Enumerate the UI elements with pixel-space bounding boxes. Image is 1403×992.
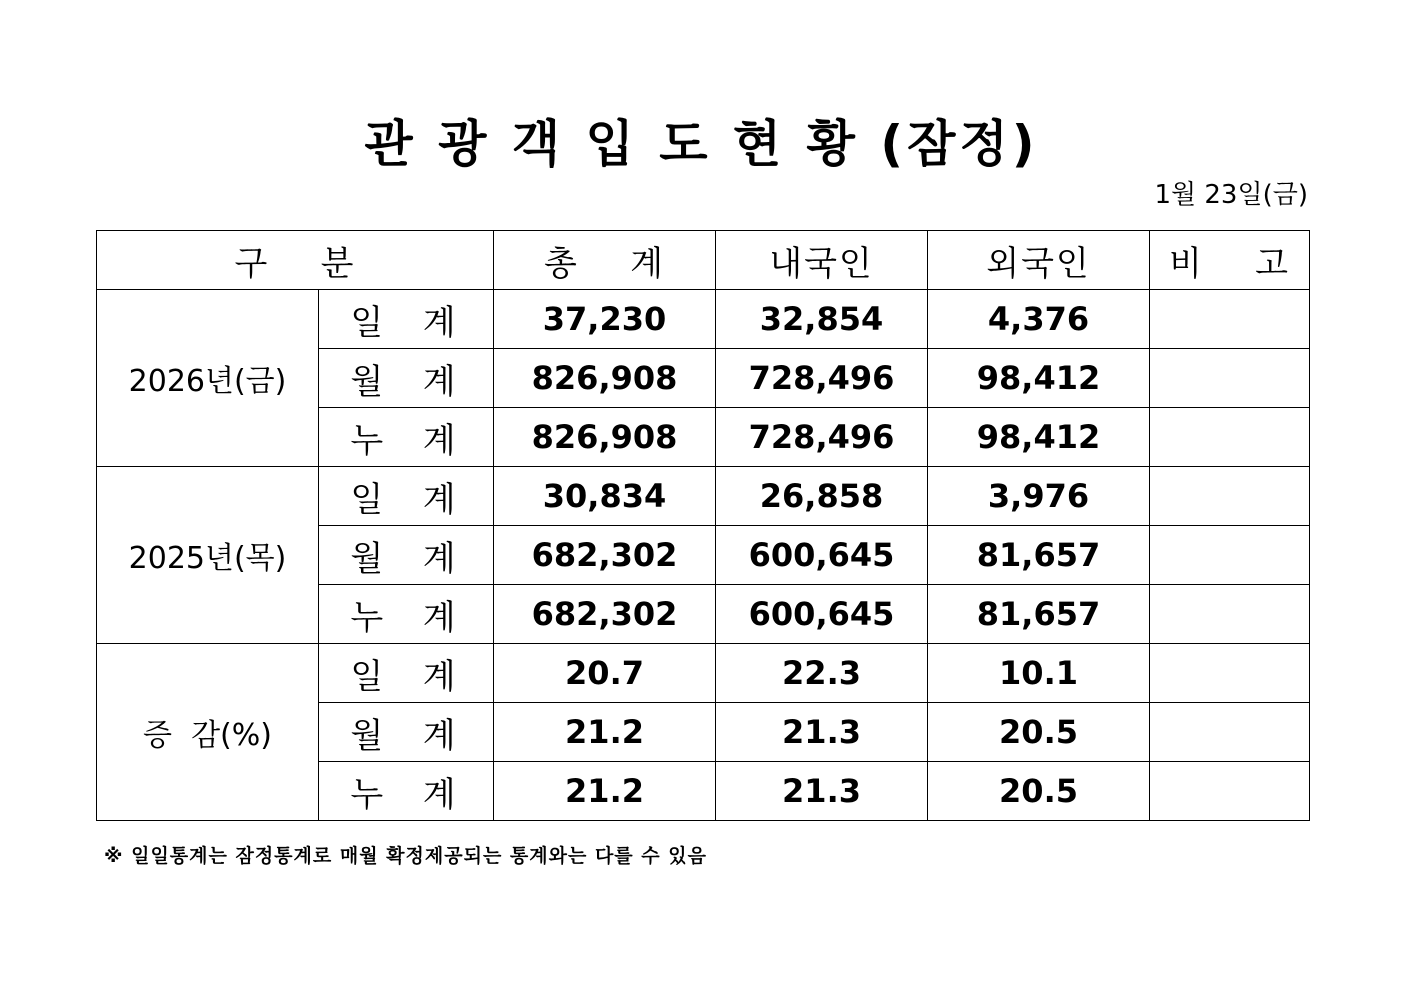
cell-remarks (1150, 526, 1310, 585)
cell-total: 826,908 (494, 349, 716, 408)
header-total: 총 계 (494, 231, 716, 290)
tourist-arrivals-table (96, 230, 1310, 821)
cell-remarks (1150, 408, 1310, 467)
cell-domestic: 600,645 (716, 585, 928, 644)
cell-remarks (1150, 290, 1310, 349)
cell-total: 37,230 (494, 290, 716, 349)
row-label: 월 계 (319, 703, 494, 762)
row-label: 일 계 (319, 467, 494, 526)
report-date: 1월 23일(금) (1154, 180, 1308, 210)
cell-domestic: 728,496 (716, 408, 928, 467)
row-label: 월 계 (319, 349, 494, 408)
header-category: 구 분 (97, 231, 494, 290)
group-label-change: 증 감(%) (97, 644, 319, 821)
cell-foreign: 81,657 (928, 585, 1150, 644)
cell-domestic: 22.3 (716, 644, 928, 703)
row-label: 누 계 (319, 762, 494, 821)
cell-remarks (1150, 644, 1310, 703)
header-remarks: 비 고 (1150, 231, 1310, 290)
cell-foreign: 20.5 (928, 762, 1150, 821)
cell-domestic: 21.3 (716, 703, 928, 762)
row-label: 누 계 (319, 408, 494, 467)
row-label: 일 계 (319, 290, 494, 349)
cell-total: 21.2 (494, 703, 716, 762)
cell-foreign: 3,976 (928, 467, 1150, 526)
cell-foreign: 98,412 (928, 408, 1150, 467)
cell-domestic: 21.3 (716, 762, 928, 821)
header-domestic: 내국인 (716, 231, 928, 290)
cell-domestic: 728,496 (716, 349, 928, 408)
cell-total: 21.2 (494, 762, 716, 821)
table-header-row (97, 231, 1310, 290)
cell-remarks (1150, 349, 1310, 408)
cell-remarks (1150, 762, 1310, 821)
cell-total: 30,834 (494, 467, 716, 526)
cell-foreign: 20.5 (928, 703, 1150, 762)
page-title: 관 광 객 입 도 현 황 (잠정) (364, 115, 1039, 173)
row-label: 월 계 (319, 526, 494, 585)
table-row (97, 644, 1310, 703)
table-row (97, 467, 1310, 526)
cell-foreign: 4,376 (928, 290, 1150, 349)
cell-remarks (1150, 467, 1310, 526)
cell-domestic: 26,858 (716, 467, 928, 526)
cell-remarks (1150, 703, 1310, 762)
row-label: 일 계 (319, 644, 494, 703)
cell-total: 682,302 (494, 585, 716, 644)
cell-foreign: 81,657 (928, 526, 1150, 585)
row-label: 누 계 (319, 585, 494, 644)
cell-foreign: 10.1 (928, 644, 1150, 703)
cell-domestic: 32,854 (716, 290, 928, 349)
footnote: ※ 일일통계는 잠정통계로 매월 확정제공되는 통계와는 다를 수 있음 (104, 845, 707, 867)
cell-total: 20.7 (494, 644, 716, 703)
header-foreign: 외국인 (928, 231, 1150, 290)
cell-remarks (1150, 585, 1310, 644)
group-label-2025: 2025년(목) (97, 467, 319, 644)
table-row (97, 290, 1310, 349)
cell-domestic: 600,645 (716, 526, 928, 585)
group-label-2026: 2026년(금) (97, 290, 319, 467)
cell-total: 826,908 (494, 408, 716, 467)
cell-total: 682,302 (494, 526, 716, 585)
cell-foreign: 98,412 (928, 349, 1150, 408)
